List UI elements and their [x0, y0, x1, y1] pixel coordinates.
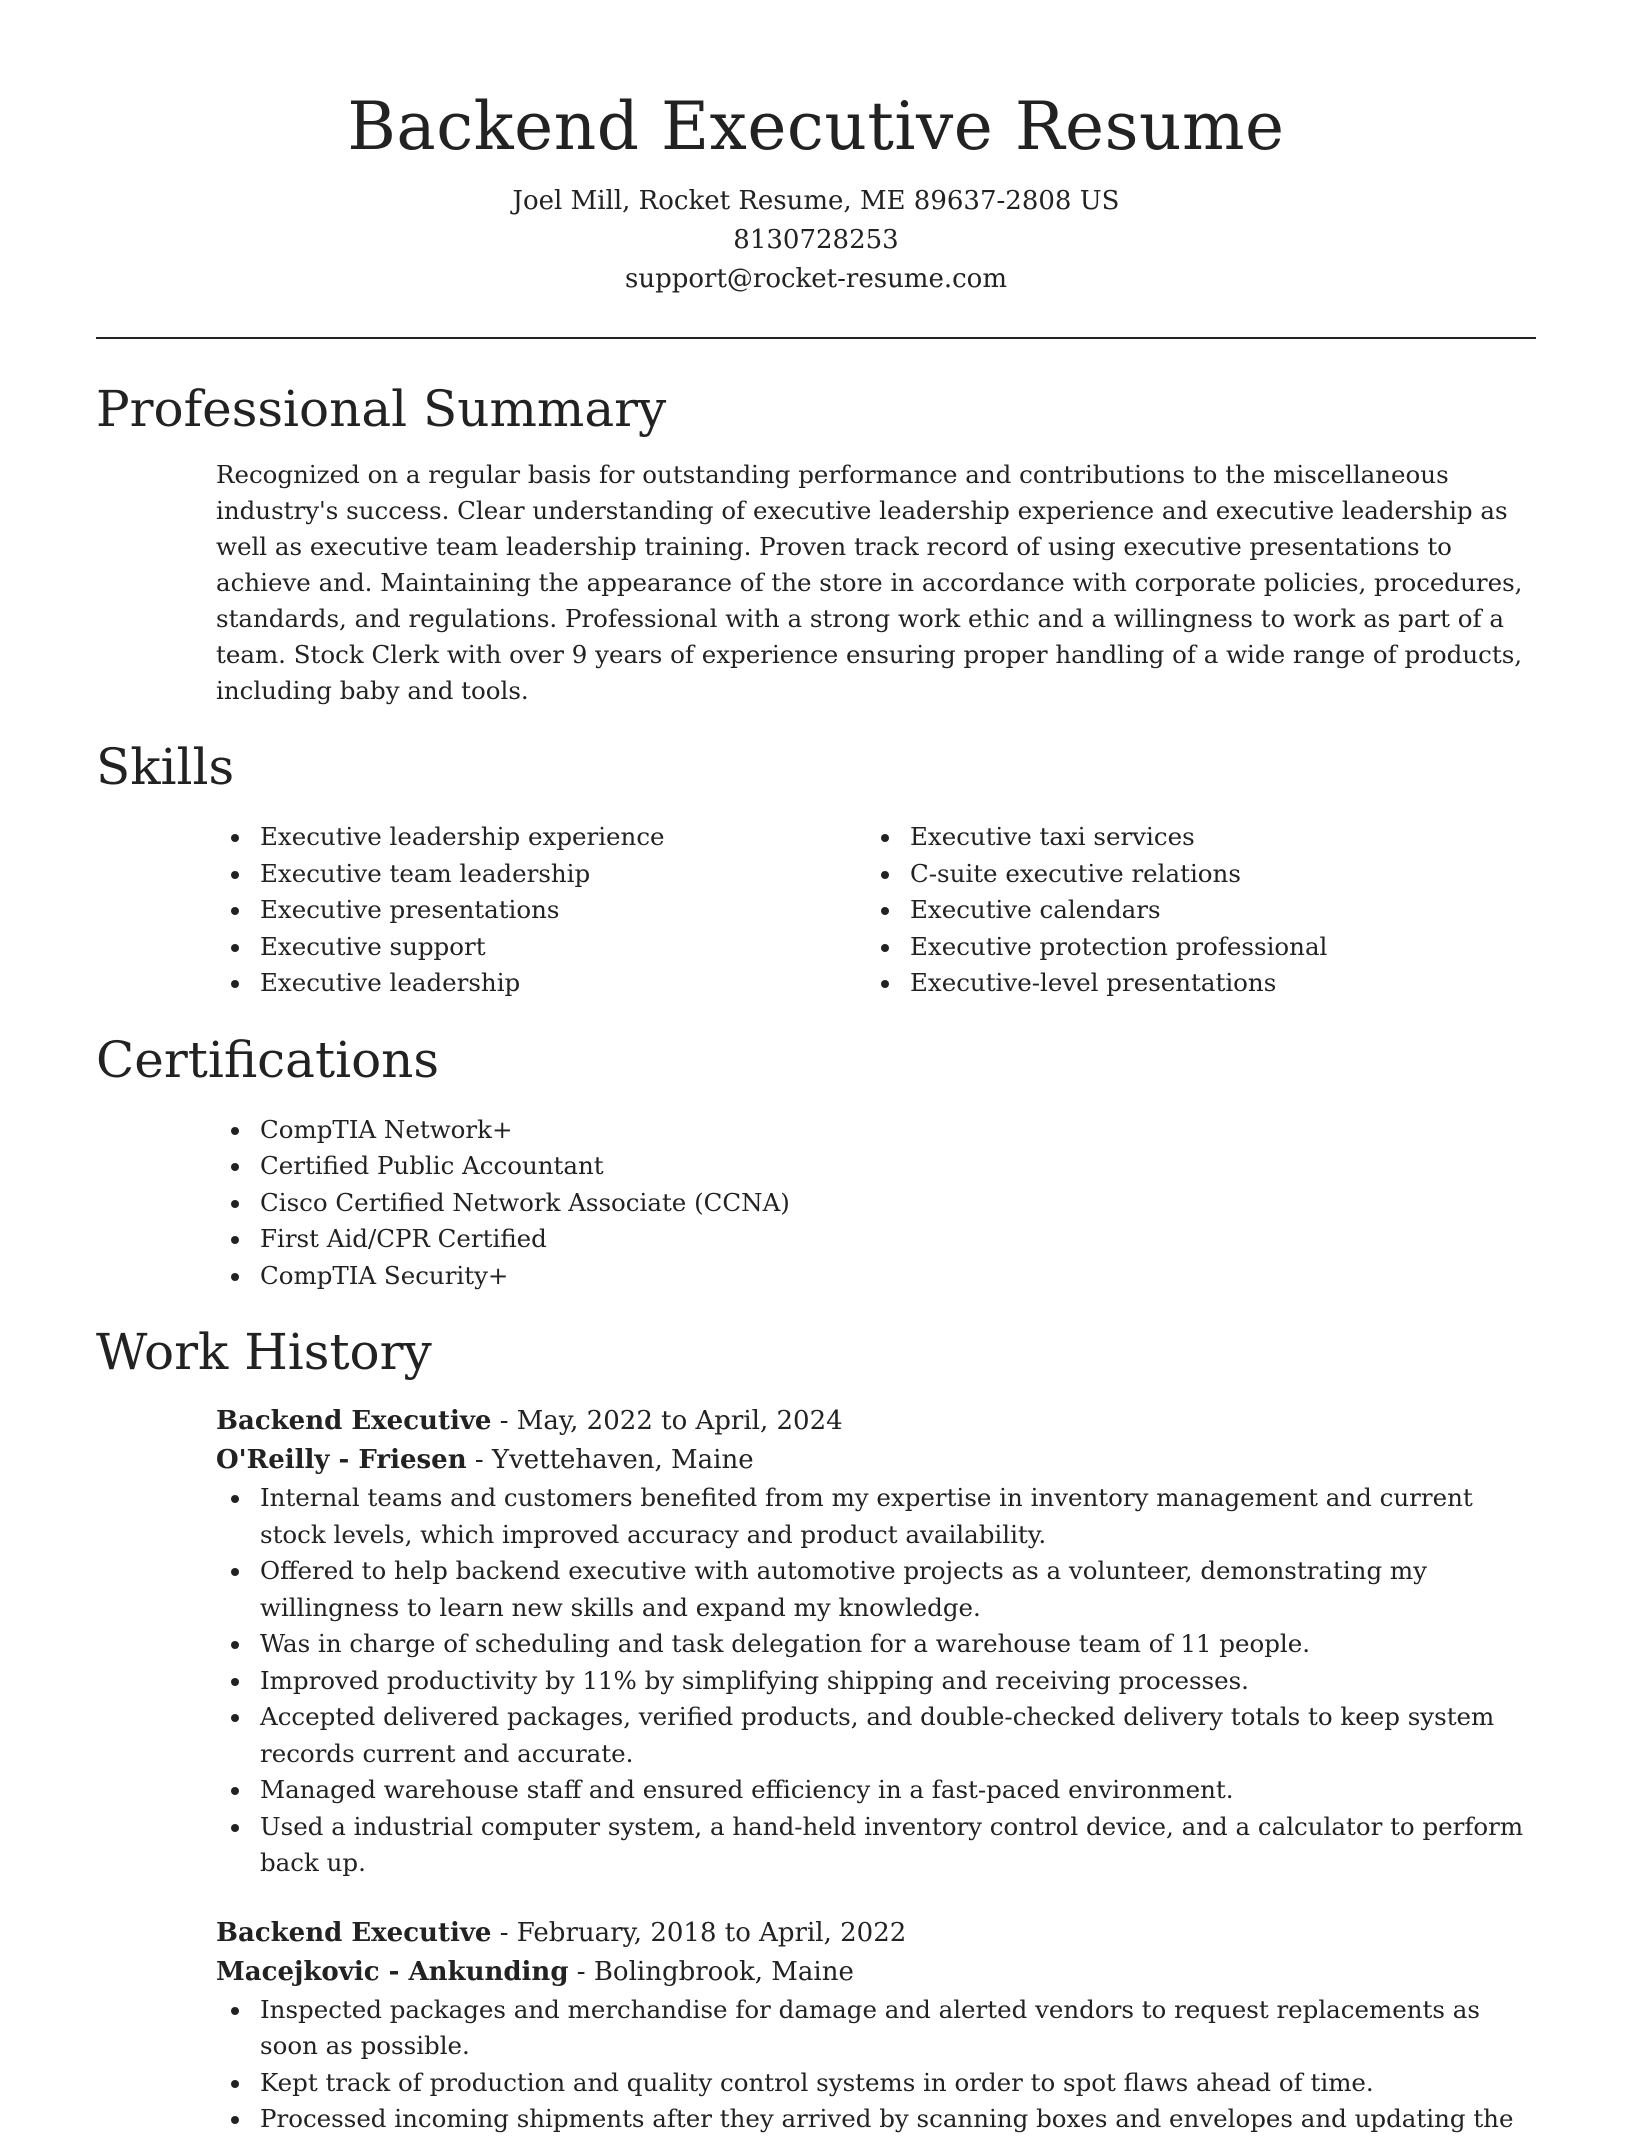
job-duty: Managed warehouse staff and ensured efficiency in a fast-paced environment.: [260, 1772, 1540, 1809]
skill-item: Executive protection professional: [910, 929, 1516, 966]
certification-item: CompTIA Network+: [260, 1112, 1536, 1149]
job-duty: Used a industrial computer system, a hand-held inventory control device, and a calculator to perform back up.: [260, 1809, 1540, 1882]
certifications-list-wrap: [216, 1112, 1536, 1295]
certifications-heading: Certifications: [96, 1030, 440, 1089]
job-entry: [216, 1402, 1536, 1882]
skill-item: C-suite executive relations: [910, 856, 1516, 893]
job-duties-list: [216, 1480, 1536, 1882]
resume-page: [96, 0, 1536, 2138]
certifications-list: [216, 1112, 1536, 1295]
summary-text: Recognized on a regular basis for outstanding performance and contributions to the miscellaneous industry's success. Clear understanding of executive leadership experience and executive leadership as well as executive team leadership training. Proven track record of using executive presentations to achieve and. Maintaining the appearance of the store in accordance with corporate policies, procedures, standards, and regulations. Professional with a strong work ethic and a willingness to work as part of a team. Stock Clerk with over 9 years of experience ensuring proper handling of a wide range of products, including baby and tools.: [216, 460, 1523, 705]
skills-column-right: [866, 819, 1516, 1002]
job-duty: Accepted delivered packages, verified products, and double-checked delivery totals to keep system records current and accurate.: [260, 1699, 1540, 1772]
job-dates: - February, 2018 to April, 2022: [491, 1917, 907, 1948]
header-divider: [96, 337, 1536, 339]
job-duties-list: [216, 1992, 1536, 2138]
job-company: O'Reilly - Friesen: [216, 1445, 467, 1475]
contact-email: support@rocket-resume.com: [624, 264, 1007, 294]
certification-item: First Aid/CPR Certified: [260, 1221, 1536, 1258]
skill-item: Executive presentations: [260, 892, 866, 929]
contact-phone: 8130728253: [733, 225, 899, 255]
job-company: Macejkovic - Ankunding: [216, 1956, 569, 1987]
job-duty: Internal teams and customers benefited from my expertise in inventory management and current stock levels, which improved accuracy and product availability.: [260, 1480, 1540, 1553]
job-duty: Was in charge of scheduling and task delegation for a warehouse team of 11 people.: [260, 1626, 1540, 1663]
skills-heading: Skills: [96, 738, 235, 796]
job-dates: - May, 2022 to April, 2024: [491, 1406, 843, 1436]
certification-item: CompTIA Security+: [260, 1258, 1536, 1295]
skill-item: Executive team leadership: [260, 856, 866, 893]
job-duty: Processed incoming shipments after they arrived by scanning boxes and envelopes and updating the: [260, 2101, 1540, 2138]
resume-title: Backend Executive Resume: [347, 88, 1285, 165]
job-entry: [216, 1914, 1536, 2138]
job-title-line: [216, 1914, 1536, 1953]
skill-item: Executive support: [260, 929, 866, 966]
skill-item: Executive leadership: [260, 965, 866, 1002]
skills-grid: [216, 819, 1536, 1002]
job-company-line: [216, 1441, 1536, 1480]
job-company-line: [216, 1953, 1536, 1992]
certification-item: Certified Public Accountant: [260, 1148, 1536, 1185]
contact-address: Joel Mill, Rocket Resume, ME 89637-2808 US: [512, 186, 1120, 216]
summary-heading: Professional Summary: [96, 380, 667, 438]
job-duty: Improved productivity by 11% by simplifying shipping and receiving processes.: [260, 1663, 1540, 1700]
skills-list-left: [216, 819, 866, 1002]
skill-item: Executive taxi services: [910, 819, 1516, 856]
job-location: - Bolingbrook, Maine: [568, 1956, 854, 1987]
job-role: Backend Executive: [216, 1917, 492, 1948]
job-duty: Offered to help backend executive with automotive projects as a volunteer, demonstrating my willingness to learn new skills and expand my knowledge.: [260, 1553, 1540, 1626]
skill-item: Executive calendars: [910, 892, 1516, 929]
job-duty: Inspected packages and merchandise for damage and alerted vendors to request replacements as soon as possible.: [260, 1992, 1540, 2065]
skill-item: Executive leadership experience: [260, 819, 866, 856]
work-history-heading: Work History: [96, 1323, 432, 1381]
job-location: - Yvettehaven, Maine: [466, 1445, 754, 1475]
skills-column-left: [216, 819, 866, 1002]
contact-block: [96, 182, 1536, 299]
skill-item: Executive-level presentations: [910, 965, 1516, 1002]
job-duty: Kept track of production and quality control systems in order to spot flaws ahead of time.: [260, 2065, 1540, 2102]
skills-list-right: [866, 819, 1516, 1002]
job-title-line: [216, 1402, 1536, 1441]
job-role: Backend Executive: [216, 1406, 492, 1436]
certification-item: Cisco Certified Network Associate (CCNA): [260, 1185, 1536, 1222]
